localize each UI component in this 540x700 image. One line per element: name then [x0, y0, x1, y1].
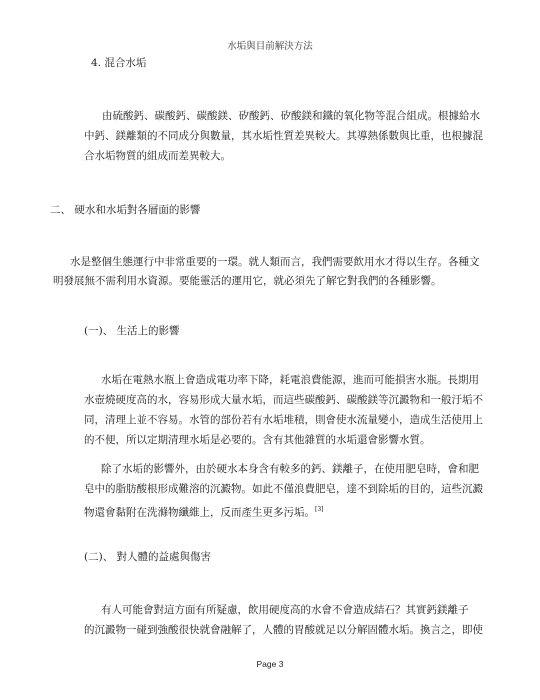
- running-header: 水垢與目前解決方法: [227, 41, 313, 52]
- citation-ref: [3]: [315, 506, 324, 513]
- subsection-1-para2-line-3: [84, 500, 324, 523]
- section-4-heading: 4. 混合水垢: [91, 57, 147, 69]
- subsection-1-para1-line-2: 水壺燒硬度高的水，容易形成大量水垢，而這些碳酸鈣、碳酸鎂等沉澱物和一般汙垢不: [84, 394, 483, 406]
- section-4-para-line-3: 合水垢物質的組成而差異較大。: [84, 150, 231, 162]
- subsection-2-para-line-2: 的沉澱物一碰到強酸很快就會融解了，人體的胃酸就足以分解固體水垢。換言之，即使: [84, 624, 483, 636]
- subsection-1-para2-line-3-text: 物還會黏附在洗滌物纖維上，反而產生更多污垢。: [84, 506, 315, 519]
- subsection-2-para-line-1: 有人可能會對這方面有所疑慮，飲用硬度高的水會不會造成結石？其實鈣鎂離子: [101, 604, 469, 616]
- subsection-1-heading: (一)、 生活上的影響: [84, 325, 180, 337]
- subsection-1-para1-line-1: 水垢在電熱水瓶上會造成電功率下降，耗電浪費能源，進而可能損害水瓶。長期用: [101, 374, 479, 386]
- subsection-1-para1-line-4: 的不便，所以定期清理水垢是必要的。含有其他雜質的水垢還會影響水質。: [84, 434, 431, 446]
- subsection-1-para2-line-2: 皂中的脂肪酸根形成難溶的沉澱物。如此不僅浪費肥皂，達不到除垢的目的，這些沉澱: [84, 483, 483, 495]
- subsection-1-para2-line-1: 除了水垢的影響外，由於硬水本身含有較多的鈣、鎂離子，在使用肥皂時，會和肥: [101, 463, 479, 475]
- section-2-para-line-2: 明發展無不需利用水資源。要能靈活的運用它，就必須先了解它對我們的各種影響。: [53, 275, 442, 287]
- section-4-para-line-2: 中鈣、鎂離類的不同成分與數量，其水垢性質差異較大。其導熱係數與比重，也根據混: [84, 130, 483, 142]
- page-number: Page 3: [256, 659, 284, 669]
- section-2-heading: 二、 硬水和水垢對各層面的影響: [50, 204, 201, 216]
- subsection-1-para1-line-3: 同，清理上並不容易。水管的部份若有水垢堆積，則會使水流量變小，造成生活使用上: [84, 414, 483, 426]
- subsection-2-heading: (二)、 對人體的益處與傷害: [84, 551, 212, 563]
- section-4-para-line-1: 由硫酸鈣、碳酸鈣、碳酸鎂、矽酸鈣、矽酸鎂和鐵的氧化物等混合組成。根據給水: [102, 110, 480, 122]
- section-2-para-line-1: 水是整個生態運行中非常重要的一環。就人類而言，我們需要飲用水才得以生存。各種文: [70, 256, 480, 268]
